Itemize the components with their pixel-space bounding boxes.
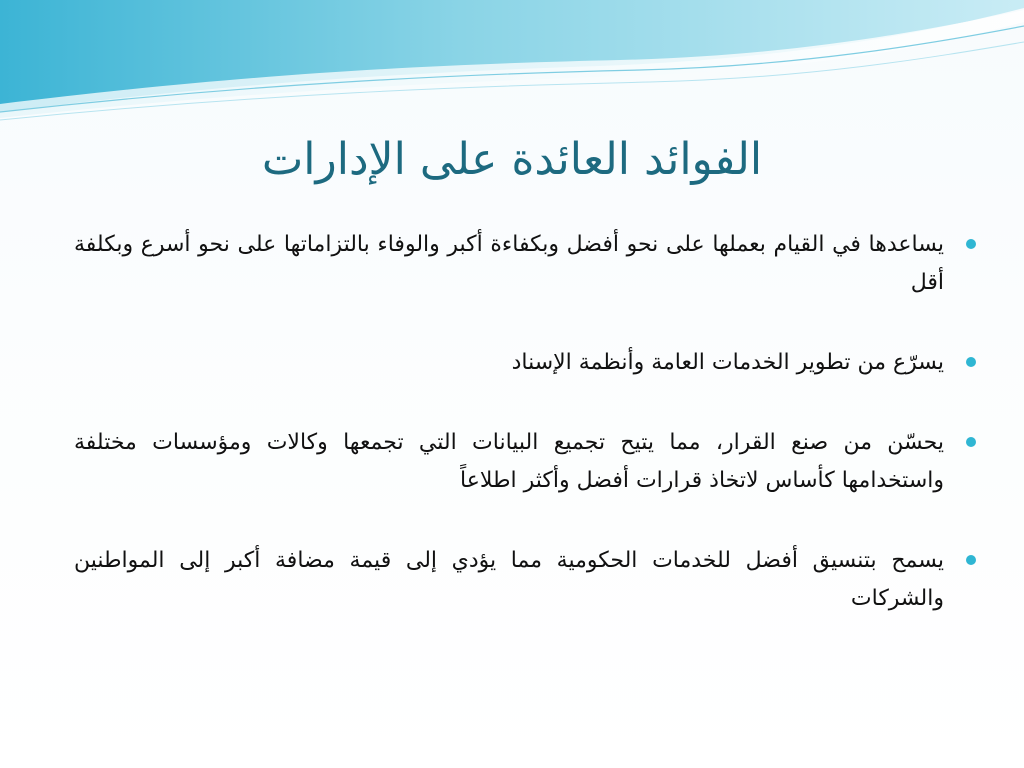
bullet-list — [74, 226, 954, 618]
bullet-text: يحسّن من صنع القرار، مما يتيح تجميع البيانات التي تجمعها وكالات ومؤسسات مختلفة واستخدامها كأساس لاتخاذ قرارات أفضل وأكثر اطلاعاً — [74, 430, 944, 493]
bullet-item — [74, 542, 954, 618]
bullet-text: يساعدها في القيام بعملها على نحو أفضل وبكفاءة أكبر والوفاء بالتزاماتها على نحو أسرع وبكلفة أقل — [74, 232, 944, 295]
bullet-text: يسمح بتنسيق أفضل للخدمات الحكومية مما يؤدي إلى قيمة مضافة أكبر إلى المواطنين والشركات — [74, 548, 944, 611]
bullet-dot-icon — [966, 357, 976, 367]
bullet-dot-icon — [966, 239, 976, 249]
bullet-item — [74, 424, 954, 500]
slide-title: الفوائد العائدة على الإدارات — [261, 134, 763, 185]
bullet-text: يسرّع من تطوير الخدمات العامة وأنظمة الإسناد — [511, 350, 944, 375]
bullet-item — [74, 344, 954, 382]
header-wave-decoration — [0, 0, 1024, 130]
bullet-item — [74, 226, 954, 302]
bullet-dot-icon — [966, 555, 976, 565]
bullet-dot-icon — [966, 437, 976, 447]
